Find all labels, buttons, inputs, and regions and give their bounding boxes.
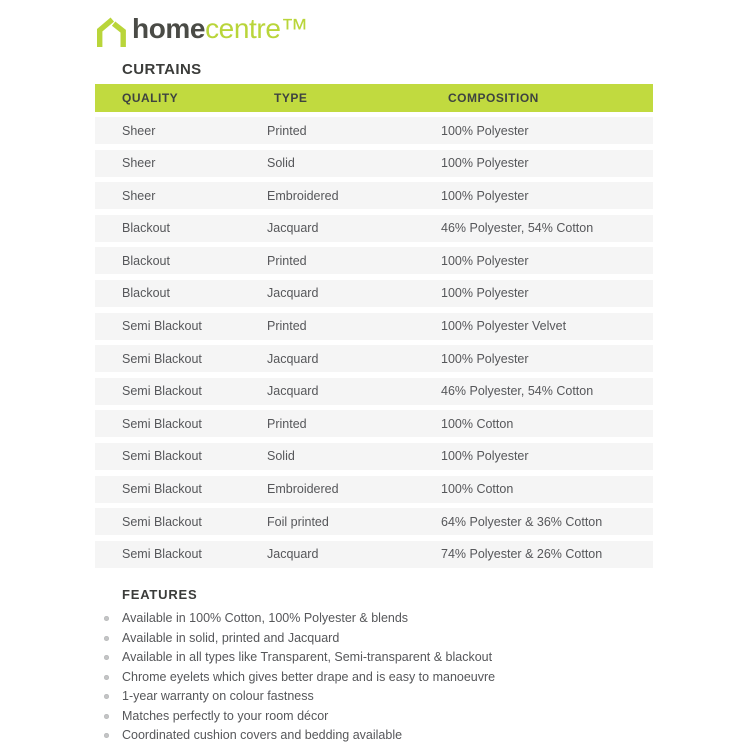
feature-item bbox=[95, 612, 653, 625]
type-cell: Printed bbox=[267, 253, 307, 268]
table-row bbox=[95, 313, 653, 340]
quality-cell: Semi Blackout bbox=[122, 547, 202, 562]
table-row bbox=[95, 443, 653, 470]
feature-item bbox=[95, 671, 653, 684]
type-cell: Solid bbox=[267, 156, 295, 171]
composition-cell: 46% Polyester, 54% Cotton bbox=[441, 384, 594, 399]
composition-cell: 100% Polyester bbox=[441, 156, 529, 171]
type-cell: Embroidered bbox=[267, 482, 339, 497]
quality-cell: Semi Blackout bbox=[122, 449, 202, 464]
column-header-composition: COMPOSITION bbox=[448, 91, 539, 105]
quality-cell: Sheer bbox=[122, 156, 156, 171]
features-title: FEATURES bbox=[122, 587, 198, 602]
feature-item-text: Matches perfectly to your room décor bbox=[122, 708, 329, 723]
quality-cell: Sheer bbox=[122, 123, 156, 138]
bullet-dot-icon bbox=[104, 636, 109, 641]
column-header-type: TYPE bbox=[274, 91, 308, 105]
quality-cell: Blackout bbox=[122, 253, 170, 268]
features-section bbox=[95, 587, 653, 749]
brand-home-text: home bbox=[132, 13, 206, 44]
composition-cell: 46% Polyester, 54% Cotton bbox=[441, 221, 594, 236]
feature-item-text: Chrome eyelets which gives better drape and is easy to manoeuvre bbox=[122, 669, 496, 684]
type-cell: Jacquard bbox=[267, 221, 319, 236]
bullet-dot-icon bbox=[104, 655, 109, 660]
type-cell: Jacquard bbox=[267, 547, 319, 562]
type-cell: Jacquard bbox=[267, 351, 319, 366]
composition-cell: 100% Polyester bbox=[441, 188, 529, 203]
brand-wordmark bbox=[132, 14, 308, 44]
bullet-dot-icon bbox=[104, 694, 109, 699]
type-cell: Embroidered bbox=[267, 188, 339, 203]
composition-cell: 100% Polyester bbox=[441, 253, 529, 268]
table-row bbox=[95, 476, 653, 503]
type-cell: Jacquard bbox=[267, 384, 319, 399]
quality-cell: Semi Blackout bbox=[122, 384, 202, 399]
table-row bbox=[95, 508, 653, 535]
composition-cell: 100% Polyester Velvet bbox=[441, 319, 567, 334]
quality-cell: Semi Blackout bbox=[122, 351, 202, 366]
table-header-row bbox=[95, 84, 653, 112]
quality-cell: Blackout bbox=[122, 286, 170, 301]
table-row bbox=[95, 410, 653, 437]
feature-item-text: Available in solid, printed and Jacquard bbox=[122, 630, 340, 645]
table-row bbox=[95, 150, 653, 177]
composition-cell: 100% Cotton bbox=[441, 482, 514, 497]
table-row bbox=[95, 280, 653, 307]
type-cell: Printed bbox=[267, 319, 307, 334]
type-cell: Foil printed bbox=[267, 514, 329, 529]
quality-cell: Semi Blackout bbox=[122, 416, 202, 431]
column-header-quality: QUALITY bbox=[122, 91, 179, 105]
composition-cell: 100% Polyester bbox=[441, 351, 529, 366]
bullet-dot-icon bbox=[104, 733, 109, 738]
feature-item bbox=[95, 729, 653, 742]
bullet-dot-icon bbox=[104, 675, 109, 680]
table-row bbox=[95, 117, 653, 144]
trademark-symbol: ™ bbox=[280, 13, 309, 44]
quality-cell: Sheer bbox=[122, 188, 156, 203]
feature-item-text: 1-year warranty on colour fastness bbox=[122, 689, 314, 703]
feature-item bbox=[95, 710, 653, 723]
table-row bbox=[95, 182, 653, 209]
table-row bbox=[95, 378, 653, 405]
type-cell: Printed bbox=[267, 123, 307, 138]
bullet-dot-icon bbox=[104, 714, 109, 719]
table-body bbox=[95, 117, 653, 568]
composition-cell: 100% Polyester bbox=[441, 449, 529, 464]
feature-item-text: Coordinated cushion covers and bedding available bbox=[122, 728, 403, 742]
bullet-dot-icon bbox=[104, 616, 109, 621]
table-row bbox=[95, 345, 653, 372]
type-cell: Printed bbox=[267, 416, 307, 431]
composition-cell: 100% Cotton bbox=[441, 416, 514, 431]
brand-centre-text: centre bbox=[205, 13, 281, 44]
composition-cell: 100% Polyester bbox=[441, 286, 529, 301]
curtains-spec-table bbox=[95, 84, 653, 573]
composition-cell: 64% Polyester & 36% Cotton bbox=[441, 514, 603, 529]
feature-item bbox=[95, 632, 653, 645]
feature-item-text: Available in all types like Transparent, Semi-transparent & blackout bbox=[122, 650, 493, 664]
house-icon bbox=[95, 17, 128, 47]
page-title: CURTAINS bbox=[122, 61, 202, 78]
table-row bbox=[95, 247, 653, 274]
feature-item bbox=[95, 690, 653, 703]
feature-item-text: Available in 100% Cotton, 100% Polyester & blends bbox=[122, 611, 409, 625]
feature-item bbox=[95, 651, 653, 664]
quality-cell: Blackout bbox=[122, 221, 170, 236]
quality-cell: Semi Blackout bbox=[122, 514, 202, 529]
type-cell: Jacquard bbox=[267, 286, 319, 301]
table-row bbox=[95, 215, 653, 242]
quality-cell: Semi Blackout bbox=[122, 482, 202, 497]
table-row bbox=[95, 541, 653, 568]
type-cell: Solid bbox=[267, 449, 295, 464]
homecentre-logo bbox=[95, 14, 308, 47]
composition-cell: 100% Polyester bbox=[441, 123, 529, 138]
features-list bbox=[95, 612, 653, 742]
quality-cell: Semi Blackout bbox=[122, 319, 202, 334]
composition-cell: 74% Polyester & 26% Cotton bbox=[441, 547, 603, 562]
